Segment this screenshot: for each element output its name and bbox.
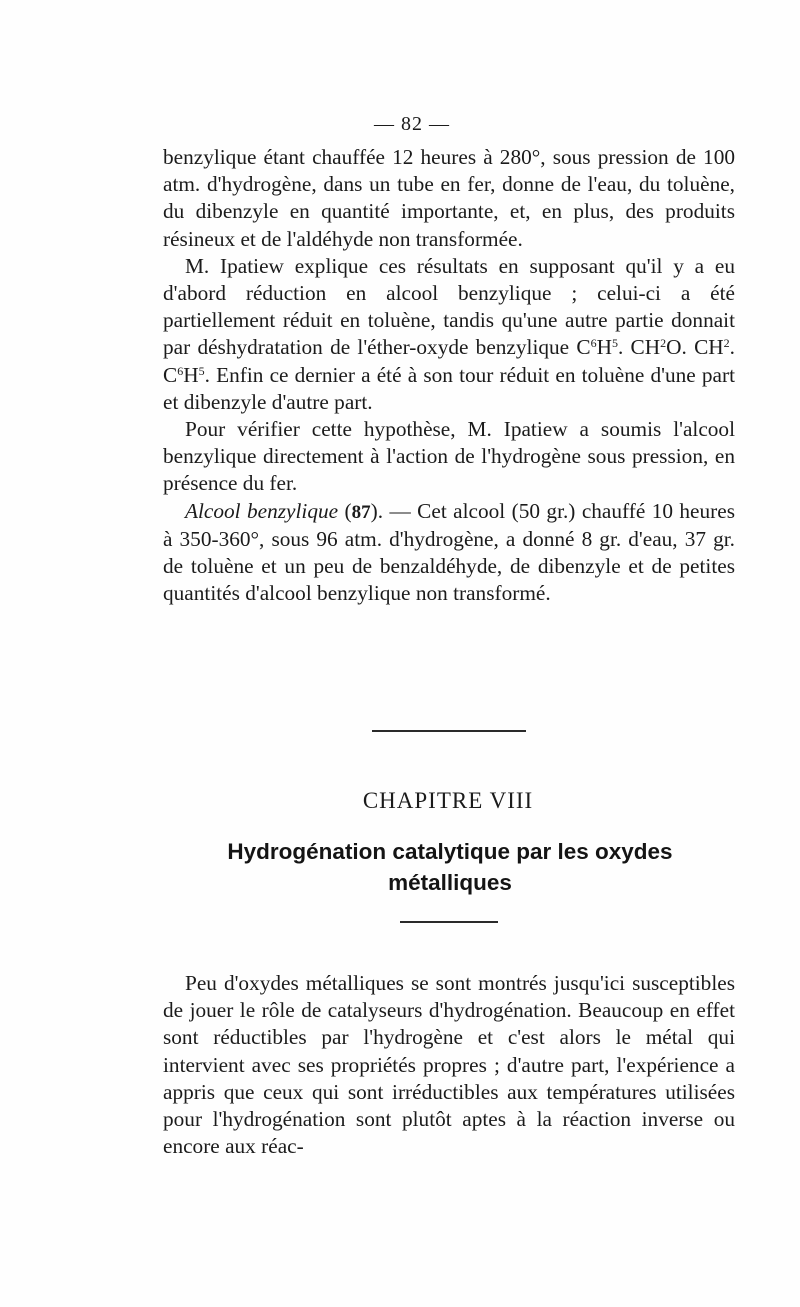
superscript-index: 2	[723, 336, 730, 351]
text-run: Pour vérifier cette hypothèse, M. Ipatiew a soumis l'alcool benzylique directement à l'action de l'hydrogène sous pression, en présence du fer.	[163, 417, 735, 496]
text-run: (	[338, 498, 352, 523]
text-run: O. CH	[666, 335, 724, 360]
paragraph	[163, 253, 735, 416]
body-text-top	[163, 144, 735, 607]
text-run: benzylique étant chauffée 12 heures à 280°, sous pression de 100 atm. d'hydrogène, dans un tube en fer, donne de l'eau, du toluène, du dibenzyle en quantité importante, et, en plus, des produits résineux et de l'aldéhyde non transformée.	[163, 145, 735, 251]
paragraph	[163, 498, 735, 608]
chapter-title-line-1: Hydrogénation catalytique par les oxydes	[227, 839, 673, 864]
section-divider-rule	[372, 730, 526, 732]
paragraph	[163, 416, 735, 498]
superscript-index: 6	[177, 363, 184, 378]
text-run: ). — Cet alcool (50 gr.) chauffé 10 heures à 350-360°, sous 96 atm. d'hydrogène, a donné 8 gr. d'eau, 37 gr. de toluène et un peu de benzaldéhyde, de dibenzyle et de petites quantités d'alcool benzylique non transformé.	[163, 498, 735, 606]
paragraph	[163, 970, 735, 1160]
italic-term: Alcool benzylique	[185, 498, 339, 523]
body-text-bottom	[163, 970, 735, 1160]
superscript-index: 5	[611, 336, 618, 351]
text-run: . Enfin ce dernier a été à son tour réduit en toluène d'une part et dibenzyle d'autre part.	[163, 362, 735, 414]
text-run: M. Ipatiew explique ces résultats en supposant qu'il y a eu d'abord réduction en alcool benzylique ; celui-ci a été partiellement réduit en toluène, tandis qu'une autre partie donnait par déshydratation de l'éther-oxyde benzylique C	[163, 253, 735, 360]
text-run: H	[596, 335, 612, 360]
text-run: . C	[163, 335, 735, 387]
text-run: H	[183, 362, 199, 387]
reference-number: 87	[351, 501, 371, 523]
superscript-index: 5	[198, 363, 205, 378]
text-run: Peu d'oxydes métalliques se sont montrés jusqu'ici susceptibles de jouer le rôle de catalyseurs d'hydrogénation. Beaucoup en effet sont réductibles par l'hydrogène et c'est alors le métal qui intervient avec ses propriétés propres ; d'autre part, l'expérience a appris que ceux qui sont irréductibles aux températures utilisées pour l'hydrogénation sont plutôt aptes à la réaction inverse ou encore aux réac-	[163, 971, 735, 1159]
chapter-title-line-2: métalliques	[388, 870, 512, 895]
superscript-index: 2	[660, 336, 667, 351]
superscript-index: 6	[590, 336, 597, 351]
paragraph	[163, 144, 735, 253]
chapter-title-rule	[400, 921, 498, 923]
text-run: . CH	[617, 335, 661, 360]
chapter-label: CHAPITRE VIII	[362, 788, 534, 813]
chapter-title	[160, 836, 740, 898]
page-number: — 82 —	[374, 113, 450, 135]
